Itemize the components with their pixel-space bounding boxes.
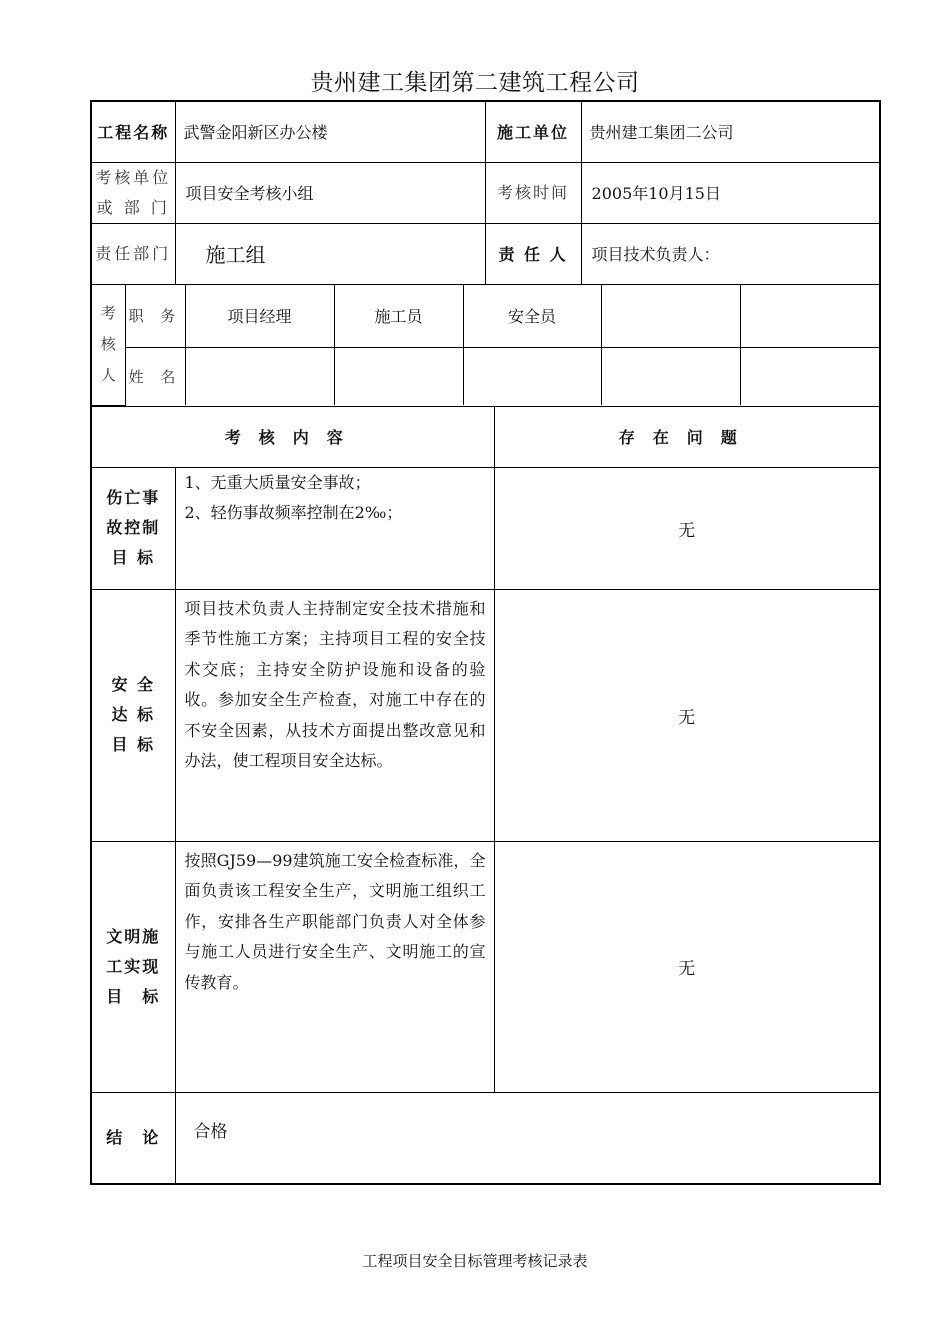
resp-person-label: 责 任 人 <box>485 223 581 284</box>
name-label: 姓 名 <box>125 347 185 405</box>
assessors-group-label <box>92 285 125 406</box>
duty-cell <box>601 285 740 348</box>
name-cell <box>185 347 334 405</box>
assessment-form <box>90 100 881 1185</box>
section-issue-civilized: 无 <box>494 841 880 1092</box>
assessors-block <box>91 284 880 406</box>
duty-cell: 施工员 <box>334 285 463 348</box>
section-content-civilized: 按照GJ59—99建筑施工安全检查标准，全面负责该工程安全生产，文明施工组织工作，安排各生产职能部门负责人对全体参与施工人员进行安全生产、文明施工的宣传教育。 <box>175 841 494 1092</box>
project-name-label: 工程名称 <box>91 101 175 162</box>
document-footer: 工程项目安全目标管理考核记录表 <box>362 1252 588 1270</box>
assessors-group-text: 考核人 <box>100 304 116 384</box>
assess-time-value: 2005年10月15日 <box>581 162 880 223</box>
assess-unit-value: 项目安全考核小组 <box>175 162 485 223</box>
issues-header: 存在问题 <box>494 406 880 467</box>
resp-dept-value: 施工组 <box>175 223 485 284</box>
name-cell <box>740 347 879 405</box>
section-label-civilized: 文明施 工实现 目 标 <box>91 841 175 1092</box>
section-issue-safety: 无 <box>494 589 880 841</box>
construction-unit-label: 施工单位 <box>485 101 581 162</box>
duty-cell: 安全员 <box>463 285 601 348</box>
section-label-safety: 安 全 达 标 目 标 <box>91 589 175 841</box>
resp-person-value: 项目技术负责人： <box>581 223 880 284</box>
duty-cell: 项目经理 <box>185 285 334 348</box>
section-content-casualty: 1、无重大质量安全事故； 2、轻伤事故频率控制在2‰； <box>175 467 494 589</box>
conclusion-label: 结 论 <box>91 1092 175 1184</box>
construction-unit-value: 贵州建工集团二公司 <box>581 101 880 162</box>
document-title: 贵州建工集团第二建筑工程公司 <box>310 70 640 96</box>
section-label-casualty: 伤亡事 故控制 目 标 <box>91 467 175 589</box>
name-cell <box>463 347 601 405</box>
duty-label: 职 务 <box>125 285 185 348</box>
duty-cell <box>740 285 879 348</box>
resp-dept-label: 责任部门 <box>91 223 175 284</box>
section-issue-casualty: 无 <box>494 467 880 589</box>
name-cell <box>601 347 740 405</box>
content-header: 考核内容 <box>91 406 494 467</box>
project-name-value: 武警金阳新区办公楼 <box>175 101 485 162</box>
name-cell <box>334 347 463 405</box>
section-content-safety: 项目技术负责人主持制定安全技术措施和季节性施工方案；主持项目工程的安全技术交底；主持安全防护设施和设备的验收。参加安全生产检查，对施工中存在的不安全因素，从技术方面提出整改意见和办法，使工程项目安全达标。 <box>175 589 494 841</box>
assess-unit-label: 考核单位 或 部 门 <box>91 162 175 223</box>
assess-time-label: 考核时间 <box>485 162 581 223</box>
conclusion-value: 合格 <box>175 1092 880 1184</box>
